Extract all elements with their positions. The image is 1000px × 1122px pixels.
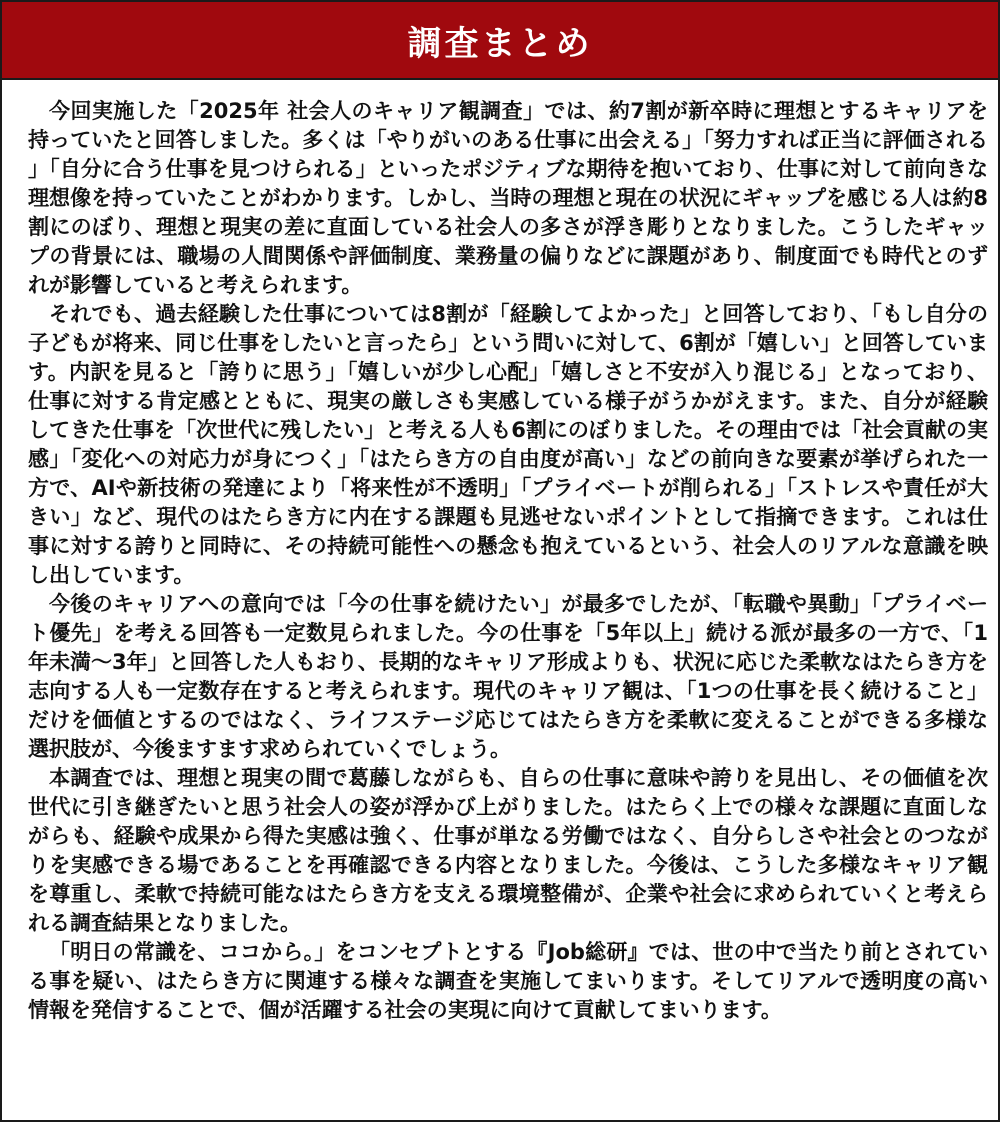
- summary-paragraph-4: 本調査では、理想と現実の間で葛藤しながらも、自らの仕事に意味や誇りを見出し、その価値を次世代に引き継ぎたいと思う社会人の姿が浮かび上がりました。はたらく上での様々な課題に直面しながらも、経験や成果から得た実感は強く、仕事が単なる労働ではなく、自分らしさや社会とのつながりを実感できる場であることを再確認できる内容となりました。今後は、こうした多様なキャリア観を尊重し、柔軟で持続可能なはたらき方を支える環境整備が、企業や社会に求められていくと考えられる調査結果となりました。: [28, 766, 988, 935]
- summary-paragraph-5: 「明日の常識を、ココから。」をコンセプトとする『Job総研』では、世の中で当たり前とされている事を疑い、はたらき方に関連する様々な調査を実施してまいります。そしてリアルで透明度の高い情報を発信することで、個が活躍する社会の実現に向けて貢献してまいります。: [28, 940, 988, 1022]
- summary-paragraph-3: 今後のキャリアへの意向では「今の仕事を続けたい」が最多でしたが、「転職や異動」「プライベート優先」を考える回答も一定数見られました。今の仕事を「5年以上」続ける派が最多の一方で、「1年未満～3年」と回答した人もおり、長期的なキャリア形成よりも、状況に応じた柔軟なはたらき方を志向する人も一定数存在すると考えられます。現代のキャリア観は、「1つの仕事を長く続けること」だけを価値とするのではなく、ライフステージ応じてはたらき方を柔軟に変えることができる多様な選択肢が、今後ますます求められていくでしょう。: [28, 592, 988, 761]
- summary-paragraph-1: 今回実施した「2025年 社会人のキャリア観調査」では、約7割が新卒時に理想とするキャリアを持っていたと回答しました。多くは「やりがいのある仕事に出会える」「努力すれば正当に評価される」「自分に合う仕事を見つけられる」といったポジティブな期待を抱いており、仕事に対して前向きな理想像を持っていたことがわかります。しかし、当時の理想と現在の状況にギャップを感じる人は約8割にのぼり、理想と現実の差に直面している社会人の多さが浮き彫りとなりました。こうしたギャップの背景には、職場の人間関係や評価制度、業務量の偏りなどに課題があり、制度面でも時代とのずれが影響していると考えられます。: [28, 99, 988, 297]
- summary-body: [28, 97, 988, 1025]
- page-title: 調査まとめ: [407, 23, 593, 64]
- title-banner: [2, 2, 998, 80]
- summary-paragraph-2: それでも、過去経験した仕事については8割が「経験してよかった」と回答しており、「もし自分の子どもが将来、同じ仕事をしたいと言ったら」という問いに対して、6割が「嬉しい」と回答しています。内訳を見ると「誇りに思う」「嬉しいが少し心配」「嬉しさと不安が入り混じる」となっており、仕事に対する肯定感とともに、現実の厳しさも実感している様子がうかがえます。また、自分が経験してきた仕事を「次世代に残したい」と考える人も6割にのぼりました。その理由では「社会貢献の実感」「変化への対応力が身につく」「はたらき方の自由度が高い」などの前向きな要素が挙げられた一方で、AIや新技術の発達により「将来性が不透明」「プライベートが削られる」「ストレスや責任が大きい」など、現代のはたらき方に内在する課題も見逃せないポイントとして指摘できます。これは仕事に対する誇りと同時に、その持続可能性への懸念も抱えているという、社会人のリアルな意識を映し出しています。: [28, 302, 988, 587]
